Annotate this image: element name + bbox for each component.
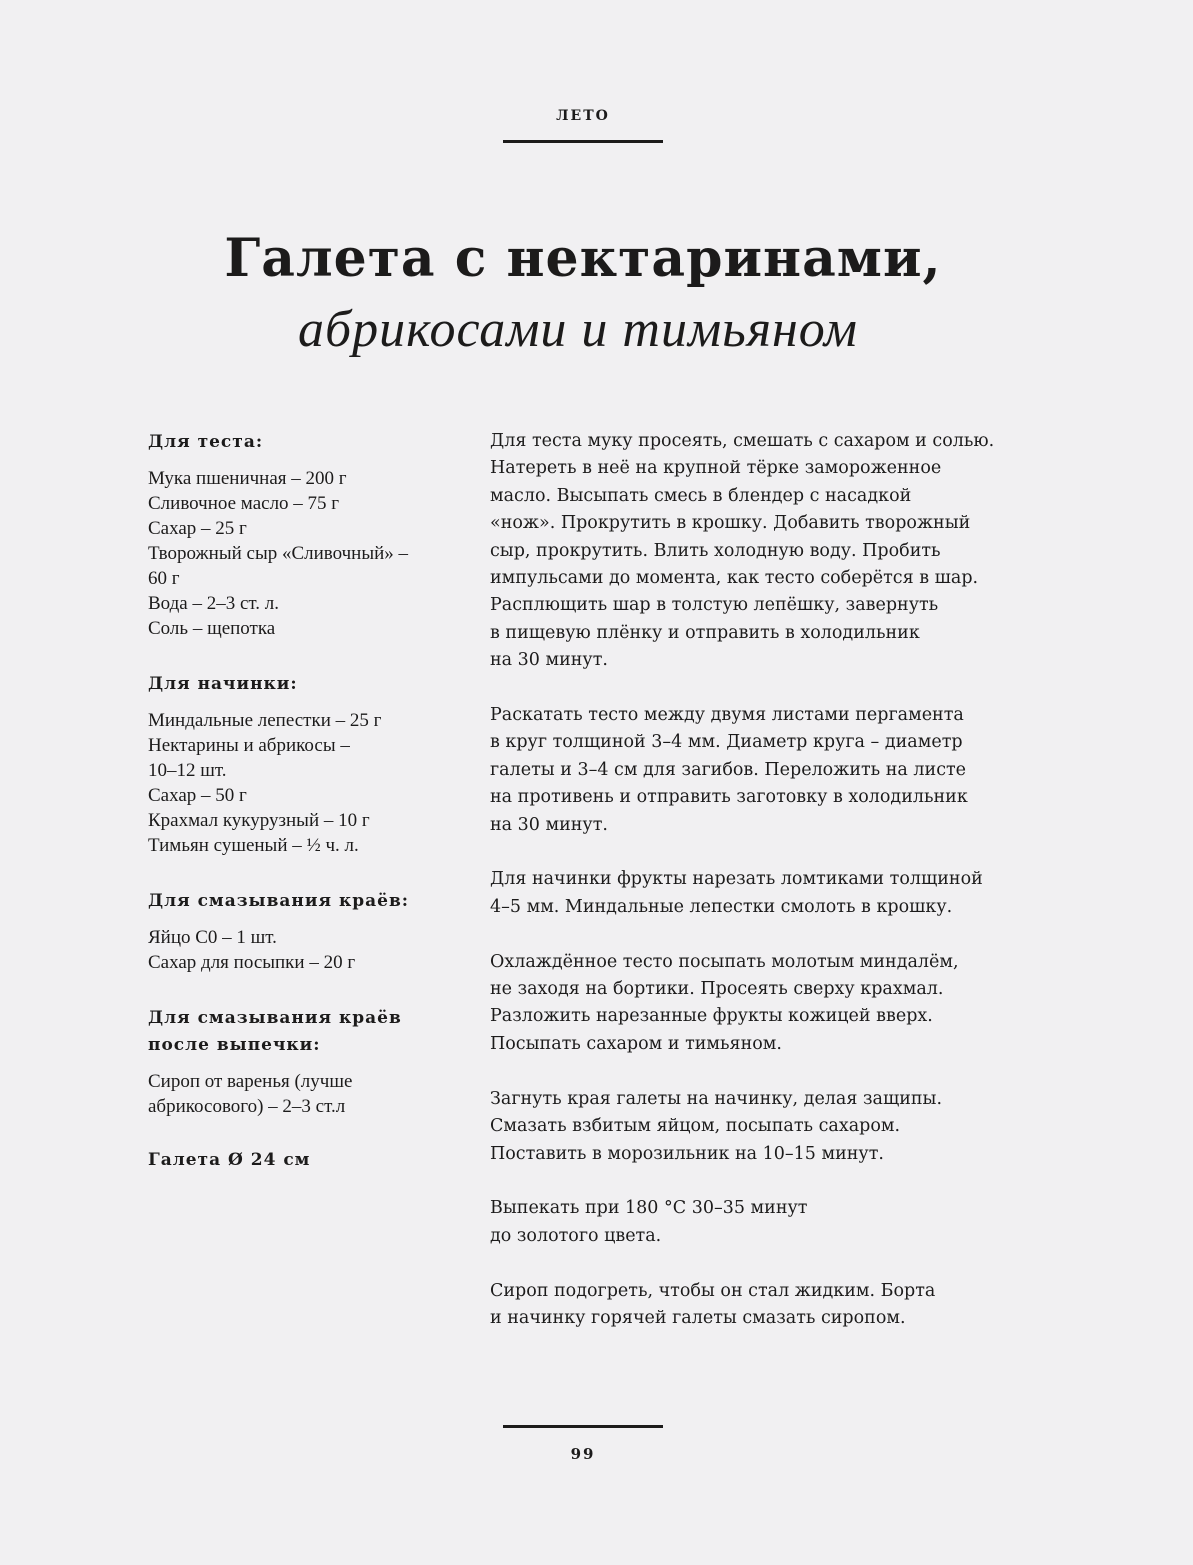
ingredient-item: Крахмал кукурузный – 10 г [148, 810, 370, 831]
page-header [503, 106, 663, 126]
galette-size: Галета Ø 24 см [148, 1150, 311, 1170]
instruction-paragraph: Охлаждённое тесто посыпать молотым миндалём, не заходя на бортики. Просеять сверху крахмал. Разложить нарезанные фрукты кожицей вверх. Посыпать сахаром и тимьяном. [490, 951, 959, 1054]
instruction-paragraph: Раскатать тесто между двумя листами пергамента в круг толщиной 3–4 мм. Диаметр круга – диаметр галеты и 3–4 см для загибов. Переложить на листе на противень и отправить заготовку в холодильник на 30 минут. [490, 705, 968, 835]
ingredient-item: Вода – 2–3 ст. л. [148, 593, 280, 614]
section-label: ЛЕТО [556, 108, 610, 124]
ingredient-item: абрикосового) – 2–3 ст.л [148, 1096, 346, 1117]
ingredient-group-edges [148, 888, 458, 975]
ingredient-item: Миндальные лепестки – 25 г [148, 710, 382, 731]
instruction-paragraph: Для начинки фрукты нарезать ломтиками толщиной 4–5 мм. Миндальные лепестки смолоть в крошку. [490, 869, 983, 917]
ingredient-group-heading-line1: Для смазывания краёв [148, 1008, 402, 1028]
ingredient-item: Яйцо С0 – 1 шт. [148, 927, 277, 948]
ingredient-list [148, 708, 458, 858]
ingredient-item: Тимьян сушеный – ½ ч. л. [148, 835, 359, 856]
ingredient-group-filling [148, 671, 458, 858]
footer-rule [503, 1425, 663, 1428]
ingredient-item: Сироп от варенья (лучше [148, 1071, 353, 1092]
ingredient-item: Творожный сыр «Сливочный» – [148, 543, 409, 564]
ingredient-list [148, 1069, 458, 1119]
header-rule [503, 140, 663, 143]
instruction-paragraph: Для теста муку просеять, смешать с сахаром и солью. Натереть в неё на крупной тёрке замороженное масло. Высыпать смесь в блендер с насадкой «нож». Прокрутить в крошку. Добавить творожный сыр, прокрутить. Влить холодную воду. Пробить импульсами до момента, как тесто соберётся в шар. Расплющить шар в толстую лепёшку, завернуть в пищевую плёнку и отправить в холодильник на 30 минут. [490, 431, 995, 671]
instructions-column [490, 428, 1030, 1360]
ingredient-group-heading-line2: после выпечки: [148, 1035, 321, 1055]
ingredient-group-heading: Для смазывания краёв: [148, 891, 410, 911]
ingredient-list [148, 925, 458, 975]
instruction-paragraph: Выпекать при 180 °С 30–35 минут до золотого цвета. [490, 1198, 808, 1246]
ingredient-group-dough [148, 429, 458, 641]
recipe-subtitle: абрикосами и тимьяном [298, 301, 858, 358]
ingredient-item: Сахар – 50 г [148, 785, 247, 806]
page-number: 99 [570, 1445, 596, 1463]
instruction-paragraph: Загнуть края галеты на начинку, делая защипы. Смазать взбитым яйцом, посыпать сахаром. Поставить в морозильник на 10–15 минут. [490, 1088, 943, 1164]
ingredient-item: Нектарины и абрикосы – [148, 735, 350, 756]
ingredient-group-after-baking [148, 1005, 458, 1119]
ingredient-item: 60 г [148, 568, 180, 589]
instruction-paragraph: Сироп подогреть, чтобы он стал жидким. Борта и начинку горячей галеты смазать сиропом. [490, 1280, 936, 1328]
ingredients-column [148, 429, 458, 1174]
ingredient-item: Мука пшеничная – 200 г [148, 468, 347, 489]
ingredient-item: Сахар – 25 г [148, 518, 247, 539]
ingredient-group-heading: Для начинки: [148, 674, 298, 694]
ingredient-item: Сахар для посыпки – 20 г [148, 952, 356, 973]
ingredient-list [148, 466, 458, 641]
recipe-title: Галета с нектаринами, [224, 228, 942, 289]
ingredient-item: Сливочное масло – 75 г [148, 493, 340, 514]
ingredient-item: 10–12 шт. [148, 760, 227, 781]
ingredient-item: Соль – щепотка [148, 618, 276, 639]
ingredient-group-heading: Для теста: [148, 432, 264, 452]
